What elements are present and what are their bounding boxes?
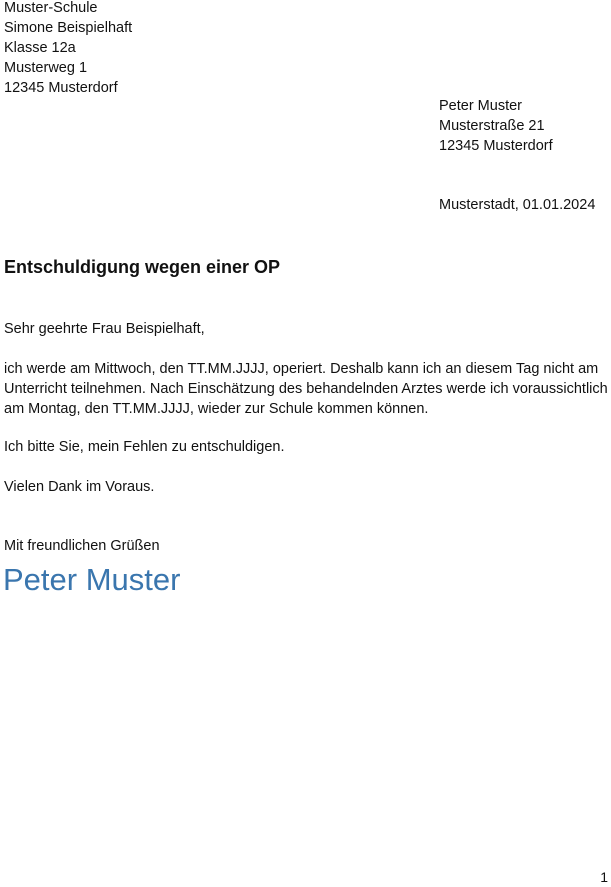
closing-phrase: Mit freundlichen Grüßen — [4, 538, 160, 554]
sender-city: 12345 Musterdorf — [4, 80, 118, 96]
signature: Peter Muster — [3, 562, 181, 597]
page-number: 1 — [600, 869, 608, 885]
recipient-city: 12345 Musterdorf — [439, 138, 553, 154]
recipient-name: Peter Muster — [439, 98, 522, 114]
subject-line: Entschuldigung wegen einer OP — [4, 257, 281, 277]
sender-class: Klasse 12a — [4, 40, 76, 56]
recipient-street: Musterstraße 21 — [439, 118, 545, 134]
body-paragraph-2: Ich bitte Sie, mein Fehlen zu entschuldigen. — [4, 439, 285, 455]
body-paragraph-1: ich werde am Mittwoch, den TT.MM.JJJJ, operiert. Deshalb kann ich an diesem Tag nicht am Unterricht teilnehmen. Nach Einschätzung des behandelnden Arztes werde ich voraussichtlich am Montag, den TT.MM.JJJJ, wieder zur Schule kommen können. — [4, 361, 608, 417]
body-paragraph-3: Vielen Dank im Voraus. — [4, 479, 155, 495]
date-line: Musterstadt, 01.01.2024 — [439, 197, 596, 213]
sender-address-block — [4, 0, 132, 98]
sender-street: Musterweg 1 — [4, 60, 88, 76]
salutation: Sehr geehrte Frau Beispielhaft, — [4, 321, 205, 337]
sender-school: Muster-Schule — [4, 0, 98, 16]
sender-teacher: Simone Beispielhaft — [4, 20, 133, 36]
recipient-address-block — [439, 96, 553, 156]
